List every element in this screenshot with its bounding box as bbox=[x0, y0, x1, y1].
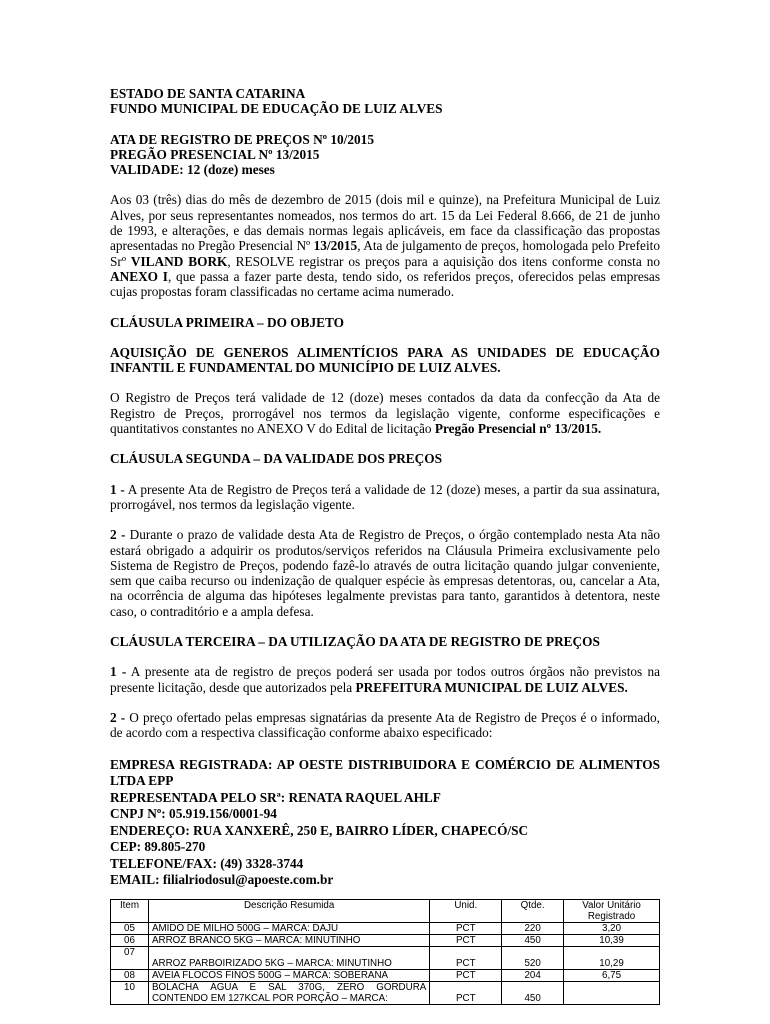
cell-quantity: 520 bbox=[502, 946, 564, 969]
table-header-row bbox=[111, 899, 660, 922]
cell-quantity: 220 bbox=[502, 922, 564, 934]
clause-2-item-1: 1 - A presente Ata de Registro de Preços terá a validade de 12 (doze) meses, a partir da sua assinatura, prorrogável, nos termos da legislação vigente. bbox=[110, 481, 661, 512]
cell-unit-price: 3,20 bbox=[564, 922, 660, 934]
cell-item: 06 bbox=[111, 934, 149, 946]
cell-unit: PCT bbox=[430, 922, 502, 934]
table-row bbox=[111, 969, 660, 981]
col-header-description: Descrição Resumida bbox=[148, 899, 429, 922]
validity: VALIDADE: 12 (doze) meses bbox=[110, 162, 275, 178]
cell-description: ARROZ PARBOIRIZADO 5KG – MARCA: MINUTINHO bbox=[148, 946, 429, 969]
cell-description: AVEIA FLOCOS FINOS 500G – MARCA: SOBERANA bbox=[148, 969, 429, 981]
table-row bbox=[111, 922, 660, 934]
cell-item: 05 bbox=[111, 922, 149, 934]
col-header-quantity: Qtde. bbox=[502, 899, 564, 922]
cell-unit: PCT bbox=[430, 946, 502, 969]
clause-2-title: CLÁUSULA SEGUNDA – DA VALIDADE DOS PREÇOS bbox=[110, 451, 443, 467]
cell-item: 08 bbox=[111, 969, 149, 981]
company-phone: TELEFONE/FAX: (49) 3328-3744 bbox=[110, 855, 304, 871]
clause-3-item-2: 2 - O preço ofertado pelas empresas signatárias da presente Ata de Registro de Preços é o informado, de acordo com a respectiva classificação conforme abaixo especificado: bbox=[110, 709, 661, 741]
company-representative: REPRESENTADA PELO SRª: RENATA RAQUEL AHLF bbox=[110, 789, 441, 805]
col-header-item: Item bbox=[111, 899, 149, 922]
clause-3-title: CLÁUSULA TERCEIRA – DA UTILIZAÇÃO DA ATA DE REGISTRO DE PREÇOS bbox=[110, 634, 600, 650]
table-row bbox=[111, 934, 660, 946]
cell-unit: PCT bbox=[430, 934, 502, 946]
col-header-unit: Unid. bbox=[430, 899, 502, 922]
company-address: ENDEREÇO: RUA XANXERÊ, 250 E, BAIRRO LÍDER, CHAPECÓ/SC bbox=[110, 822, 529, 838]
cell-quantity: 450 bbox=[502, 934, 564, 946]
company-cep: CEP: 89.805-270 bbox=[110, 839, 206, 854]
cell-description: BOLACHA ÁGUA E SAL 370G, ZERO GORDURA CONTENDO EM 127KCAL POR PORÇÃO – MARCA: bbox=[148, 981, 429, 1004]
pregao-number: PREGÃO PRESENCIAL Nº 13/2015 bbox=[110, 146, 320, 162]
company-email: EMAIL: filialriodosul@apoeste.com.br bbox=[110, 872, 334, 887]
fund-name: FUNDO MUNICIPAL DE EDUCAÇÃO DE LUIZ ALVES bbox=[110, 101, 443, 117]
cell-unit: PCT bbox=[430, 969, 502, 981]
cell-unit-price: 10,39 bbox=[564, 934, 660, 946]
table-row bbox=[111, 946, 660, 969]
cell-unit-price: 10,29 bbox=[564, 946, 660, 969]
cell-quantity: 204 bbox=[502, 969, 564, 981]
table-row bbox=[111, 981, 660, 1004]
clause-1-object: AQUISIÇÃO DE GENEROS ALIMENTÍCIOS PARA AS UNIDADES DE EDUCAÇÃO INFANTIL E FUNDAMENTAL DO MUNICÍPIO DE LUIZ ALVES. bbox=[110, 344, 660, 376]
state-name: ESTADO DE SANTA CATARINA bbox=[110, 86, 306, 101]
cell-quantity: 450 bbox=[502, 981, 564, 1004]
ata-number: ATA DE REGISTRO DE PREÇOS Nº 10/2015 bbox=[110, 131, 374, 147]
company-cnpj: CNPJ Nº: 05.919.156/0001-94 bbox=[110, 806, 277, 821]
clause-3-item-1: 1 - A presente ata de registro de preços poderá ser usada por todos outros órgãos não previstos na presente licitação, desde que autorizados pela PREFEITURA MUNICIPAL DE LUIZ ALVES. bbox=[110, 664, 660, 695]
clause-2-item-2: 2 - Durante o prazo de validade desta Ata de Registro de Preços, o órgão contemplado nesta Ata não estará obrigado a adquirir os produtos/serviços referidos na Cláusula Primeira exclusivamente pelo Sistema de Registro de Preços, podendo fazê-lo através de outra licitação quando julgar conveniente, sem que caiba recurso ou indenização de qualquer espécie às empresas detentoras, ou, cancelar a Ata, na ocorrência de alguma das hipóteses legalmente previstas para tanto, garantidos à detentora, neste caso, o contraditório e a ampla defesa. bbox=[110, 527, 660, 619]
document-page bbox=[110, 86, 660, 1005]
cell-unit-price: 6,75 bbox=[564, 969, 660, 981]
cell-item: 10 bbox=[111, 981, 149, 1004]
col-header-unit-price: Valor Unitário Registrado bbox=[564, 899, 660, 922]
cell-item: 07 bbox=[111, 946, 149, 969]
document-header bbox=[110, 86, 660, 177]
items-table bbox=[110, 899, 660, 1005]
company-info bbox=[110, 757, 660, 889]
company-registered: EMPRESA REGISTRADA: AP OESTE DISTRIBUIDORA E COMÉRCIO DE ALIMENTOS LTDA EPP bbox=[110, 756, 660, 788]
cell-description: AMIDO DE MILHO 500G – MARCA: DAJU bbox=[148, 922, 429, 934]
clause-1-title: CLÁUSULA PRIMEIRA – DO OBJETO bbox=[110, 314, 344, 330]
cell-description: ARROZ BRANCO 5KG – MARCA: MINUTINHO bbox=[148, 934, 429, 946]
intro-paragraph: Aos 03 (três) dias do mês de dezembro de 2015 (dois mil e quinze), na Prefeitura Municipal de Luiz Alves, por seus representantes nomeados, nos termos do art. 15 da Lei Federal 8.666, de 21 de junho de 1993, e alterações, e das demais normas legais aplicáveis, em face da classificação das propostas apresentadas no Pregão Presencial Nº 13/2015, Ata de julgamento de preços, homologada pelo Prefeito Srº VILAND BORK, RESOLVE registrar os preços para a aquisição dos itens conforme consta no ANEXO I, que passa a fazer parte desta, tendo sido, os referidos preços, oferecidos pelas empresas cujas propostas foram classificadas no certame acima numerado. bbox=[110, 192, 660, 300]
cell-unit: PCT bbox=[430, 981, 502, 1004]
clause-1-text: O Registro de Preços terá validade de 12 (doze) meses contados da data da confecção da Ata de Registro de Preços, prorrogável nos termos da legislação vigente, conforme especificações e quantitativos constantes no ANEXO V do Edital de licitação Pregão Presencial nº 13/2015. bbox=[110, 390, 660, 437]
cell-unit-price bbox=[564, 981, 660, 1004]
